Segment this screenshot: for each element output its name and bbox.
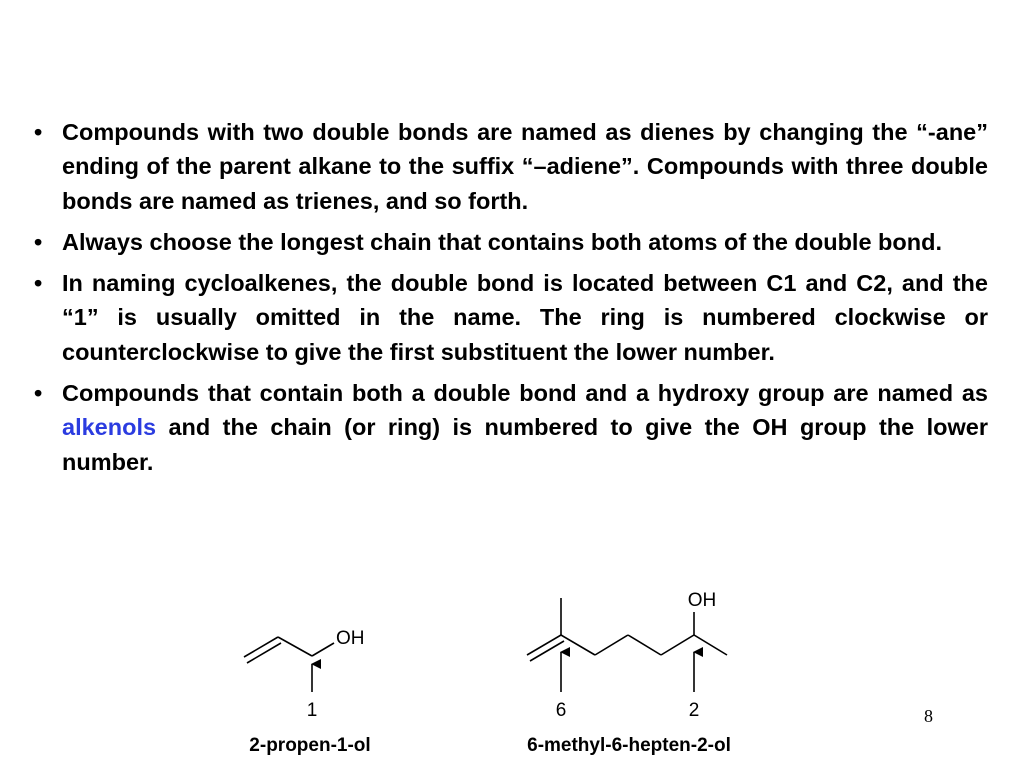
propenol-oh-label: OH <box>336 628 365 649</box>
heptenol-bond <box>694 635 727 655</box>
heptenol-bond <box>561 635 595 655</box>
heptenol-bond <box>595 635 628 655</box>
bullet-dot: • <box>34 380 43 407</box>
heptenol-bond <box>628 635 661 655</box>
bullet-text: Always choose the longest chain that contains both atoms of the double bond. <box>62 228 942 255</box>
bullet-item <box>34 376 988 479</box>
page-number: 8 <box>924 706 933 726</box>
bullet-dot: • <box>34 270 43 297</box>
propenol-oh-bond <box>312 643 334 656</box>
bullet-text: In naming cycloalkenes, the double bond is located between C1 and C2, and the “1” is usually omitted in the name. The ring is numbered clockwise or counterclockwise to give the first substituent the lower number. <box>62 270 988 365</box>
bullet-item <box>34 266 988 369</box>
propenol-locant: 1 <box>306 700 318 721</box>
propenol-name: 2-propen-1-ol <box>249 735 371 756</box>
structures-figure <box>0 578 1024 768</box>
heptenol-name: 6-methyl-6-hepten-2-ol <box>527 735 731 756</box>
propenol-bond <box>278 637 312 656</box>
heptenol-locant-alcohol: 2 <box>688 700 700 721</box>
propenol-structure <box>244 637 334 663</box>
bullet-text: and the chain (or ring) is numbered to give the OH group the lower number. <box>62 414 988 475</box>
heptenol-oh-label: OH <box>687 590 717 611</box>
bullet-text: Compounds with two double bonds are named as dienes by changing the “-ane” ending of the parent alkane to the suffix “–adiene”. Compounds with three double bonds are named as trienes, and so forth. <box>62 119 988 214</box>
bullet-list <box>34 115 988 486</box>
heptenol-locant-alkene: 6 <box>555 700 567 721</box>
bullet-text: Compounds that contain both a double bond and a hydroxy group are named as <box>62 380 988 407</box>
bullet-dot: • <box>34 119 43 145</box>
bullet-item <box>34 115 988 218</box>
alkenols-term: alkenols <box>62 414 157 441</box>
bullet-item <box>34 225 988 259</box>
bullet-dot: • <box>34 228 43 255</box>
heptenol-bond <box>661 635 694 655</box>
